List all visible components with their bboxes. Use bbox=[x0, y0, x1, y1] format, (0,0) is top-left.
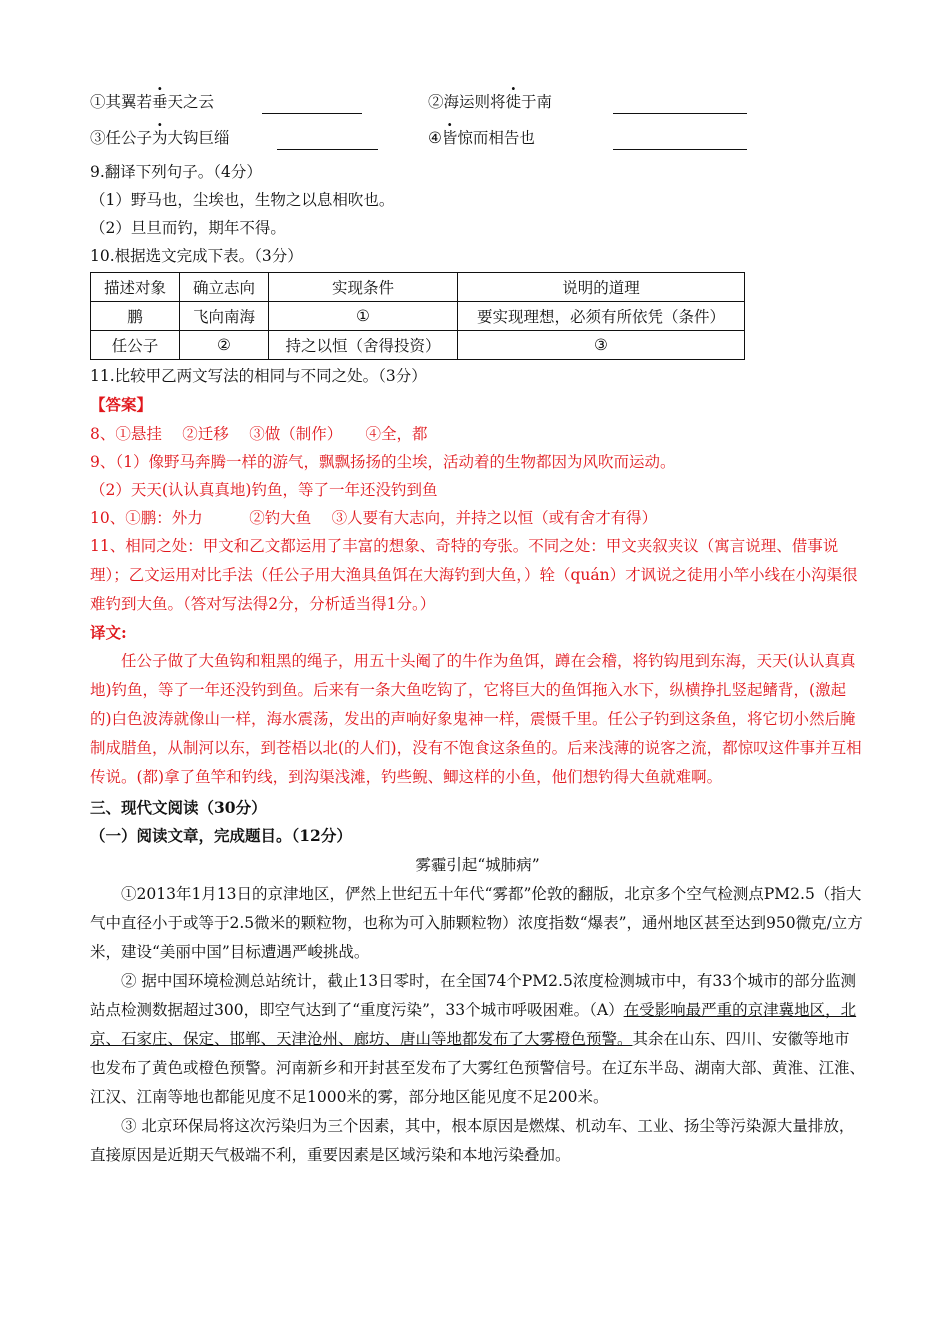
q9-sentence-1: （1）野马也，尘埃也，生物之以息相吹也。 bbox=[90, 191, 395, 209]
answer-blank-1[interactable] bbox=[262, 113, 362, 114]
section-3-title: 三、现代文阅读（30分） bbox=[90, 798, 267, 817]
table-cell: 任公子 bbox=[91, 331, 180, 360]
article-paragraph-2 bbox=[90, 967, 865, 1112]
table-row bbox=[91, 302, 745, 331]
table-cell: 飞向南海 bbox=[180, 302, 269, 331]
q10-table bbox=[90, 272, 745, 360]
q8-item-2: ②海运则将徙于南 bbox=[428, 90, 552, 114]
q8-item-3: ③任公子为大钩巨缁 bbox=[90, 126, 230, 150]
answer-blank-4[interactable] bbox=[613, 149, 747, 150]
dotted-char: 皆 bbox=[441, 129, 458, 147]
table-row bbox=[91, 331, 745, 360]
paragraph-2-part-a: ② 据中国环境检测总站统计，截止13日零时，在全国74个PM2.5浓度检测城市中，有33个城市的部分监测站点检测数据超过300，即空气达到了“重度污染”，33个城市呼吸困难。（A） bbox=[90, 972, 857, 1019]
document-page bbox=[90, 86, 865, 1170]
translation-label: 译文: bbox=[90, 623, 127, 642]
section-3-subtitle: （一）阅读文章，完成题目。（12分） bbox=[90, 826, 352, 845]
table-cell: 要实现理想，必须有所依凭（条件） bbox=[458, 302, 745, 331]
table-cell: 持之以恒（舍得投资） bbox=[269, 331, 458, 360]
answer-9-2: （2）天天(认认真真地)钓鱼，等了一年还没钓到鱼 bbox=[90, 481, 438, 499]
underlined-sentence-a: 在受影响最严重的京津冀地区，北京、石家庄、保定、邯郸、天津沧州、廊坊、唐山等地都发布了大雾橙色预警。 bbox=[90, 1001, 857, 1048]
table-header-cell: 实现条件 bbox=[269, 273, 458, 302]
table-header-row bbox=[91, 273, 745, 302]
q8-row-1 bbox=[90, 86, 865, 122]
answer-8: 8、①悬挂 ②迁移 ③做（制作） ④全，都 bbox=[90, 425, 428, 443]
article-paragraph-3: ③ 北京环保局将这次污染归为三个因素，其中，根本原因是燃煤、机动车、工业、扬尘等污染源大量排放，直接原因是近期天气极端不利，重要因素是区域污染和本地污染叠加。 bbox=[90, 1117, 855, 1164]
table-header-cell: 确立志向 bbox=[180, 273, 269, 302]
dotted-char: 垂 bbox=[152, 93, 168, 111]
q11-title: 11.比较甲乙两文写法的相同与不同之处。（3分） bbox=[90, 367, 427, 385]
answer-label: 【答案】 bbox=[90, 395, 153, 414]
table-cell[interactable]: ② bbox=[180, 331, 269, 360]
dotted-char: 为 bbox=[152, 129, 168, 147]
q8-item-4: ④皆惊而相告也 bbox=[428, 126, 535, 150]
q9-sentence-2: （2）旦旦而钓，期年不得。 bbox=[90, 219, 286, 237]
q8-row-2 bbox=[90, 122, 865, 158]
article-paragraph-1: ①2013年1月13日的京津地区，俨然上世纪五十年代“雾都”伦敦的翻版，北京多个空气检测点PM2.5（指大气中直径小于或等于2.5微米的颗粒物，也称为可入肺颗粒物）浓度指数“爆表”，通州地区甚至达到950微克/立方米，建设“美丽中国”目标遭遇严峻挑战。 bbox=[90, 885, 863, 961]
dotted-char: 徙 bbox=[505, 93, 522, 111]
answer-11: 11、相同之处：甲文和乙文都运用了丰富的想象、奇特的夸张。不同之处：甲文夹叙夹议（寓言说理、借事说理）；乙文运用对比手法（任公子用大渔具鱼饵在大海钓到大鱼，）辁（quán）才讽说之徒用小竿小线在小沟渠很难钓到大鱼。（答对写法得2分，分析适当得1分。） bbox=[90, 537, 858, 613]
article-title: 雾霾引起“城肺病” bbox=[415, 856, 540, 874]
table-cell: 鹏 bbox=[91, 302, 180, 331]
translation-text: 任公子做了大鱼钩和粗黑的绳子，用五十头阉了的牛作为鱼饵，蹲在会稽，将钓钩甩到东海，天天(认认真真地)钓鱼，等了一年还没钓到鱼。后来有一条大鱼吃钩了，它将巨大的鱼饵拖入水下，纵横挣扎竖起鳍背，(激起的)白色波涛就像山一样，海水震荡，发出的声响好象鬼神一样，震慑千里。任公子钓到这条鱼，将它切小然后腌制成腊鱼，从制河以东，到苍梧以北(的人们)，没有不饱食这条鱼的。后来浅薄的说客之流，都惊叹这件事并互相传说。(都)拿了鱼竿和钓线，到沟渠浅滩，钓些鲵、鲫这样的小鱼，他们想钓得大鱼就难啊。 bbox=[90, 652, 862, 786]
answer-blank-3[interactable] bbox=[277, 149, 378, 150]
answer-blank-2[interactable] bbox=[613, 113, 747, 114]
table-header-cell: 说明的道理 bbox=[458, 273, 745, 302]
table-header-cell: 描述对象 bbox=[91, 273, 180, 302]
answer-9-1: 9、（1）像野马奔腾一样的游气，飘飘扬扬的尘埃，活动着的生物都因为风吹而运动。 bbox=[90, 453, 676, 471]
paragraph-2-part-b: 其余在山东、四川、安徽等地市也发布了黄色或橙色预警。河南新乡和开封甚至发布了大雾红色预警信号。在辽东半岛、湖南大部、黄淮、江淮、江汉、江南等地也都能见度不足1000米的雾，部分地区能见度不足200米。 bbox=[90, 1030, 866, 1106]
answer-10: 10、①鹏：外力 ②钓大鱼 ③人要有大志向，并持之以恒（或有舍才有得） bbox=[90, 509, 658, 527]
q9-title: 9.翻译下列句子。（4分） bbox=[90, 163, 262, 181]
table-cell[interactable]: ① bbox=[269, 302, 458, 331]
q8-item-1: ①其翼若垂天之云 bbox=[90, 90, 214, 114]
q10-title: 10.根据选文完成下表。（3分） bbox=[90, 247, 303, 265]
table-cell[interactable]: ③ bbox=[458, 331, 745, 360]
